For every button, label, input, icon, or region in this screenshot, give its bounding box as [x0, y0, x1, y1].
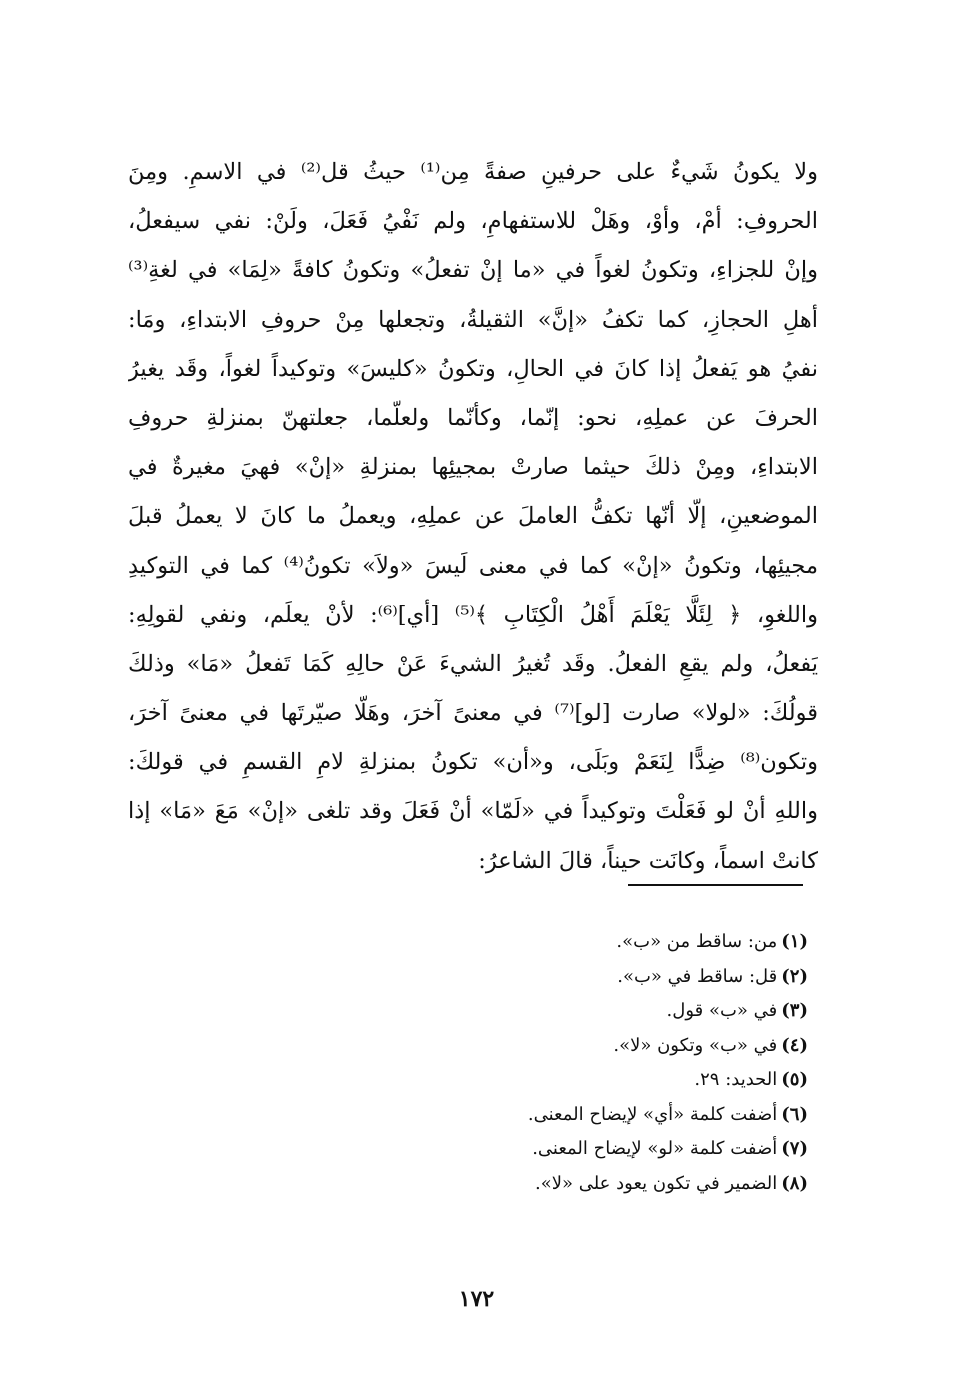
- footnote-number: (٤): [781, 1034, 808, 1056]
- footnotes: [188, 925, 808, 1201]
- footnote-number: (٥): [781, 1069, 808, 1090]
- footnote-number: (٧): [781, 1138, 808, 1159]
- footnote: [188, 1132, 808, 1167]
- footnote-number: (٣): [781, 1000, 808, 1021]
- footnote-number: (٨): [781, 1172, 808, 1194]
- text-line: ولا يكونُ شَيءٌ على حرفينِ صفةً مِن⁽¹⁾ حيثُ قل⁽²⁾ في الاسمِ. ومِنَ: [128, 159, 818, 185]
- footnote-number: (١): [781, 931, 808, 952]
- footnote: [188, 1098, 808, 1133]
- footnote: [188, 1167, 808, 1202]
- text-line: وإنْ للجزاءِ، وتكونُ لغواً في «ما إنْ تفعلُ» وتكونُ كافةً «لِمَا» في لغةِ⁽³⁾: [128, 257, 818, 284]
- text-line: مجيئِها، وتكونُ «إنْ» كما في معنى لَيسَ «ولاَ» تكونُ⁽⁴⁾ كما في التوكيدِ: [128, 552, 818, 579]
- main-text: [128, 148, 818, 886]
- footnote-text: أضفت كلمة «لو» لإيضاح المعنى.: [532, 1138, 778, 1159]
- footnote-text: الضمير في تكون يعود على «لا».: [534, 1172, 778, 1194]
- text-line: واللهِ أنْ لو فَعَلْتَ وتوكيداً في «لَمّا» أنْ فَعَلَ وقد تلغى «إنْ» مَعَ «مَا» إذا: [128, 798, 818, 825]
- footnote-text: قل: ساقط في «ب».: [617, 965, 778, 987]
- text-line: أهلِ الحجازِ، كما تكفُ «إنَّ» الثقيلةُ، وتجعلها مِنْ حروفِ الابتداءِ، ومَا:: [128, 306, 818, 333]
- footnote-number: (٢): [781, 965, 808, 987]
- text-line: واللغوِ، ﴿ لِئَلَّا يَعْلَمَ أَهْلُ الْكِتَابِ ﴾⁽⁵⁾ [أي]⁽⁶⁾: لأنْ يعلَم، ونفي لقولِهِ:: [128, 601, 818, 628]
- footnote-separator: [628, 884, 803, 886]
- text-line: الحروفِ: أمْ، وأوْ، وهَلْ للاستفهامِ، ولم نَفْيُ فَعَلَ، ولَنْ: نفي سيفعلُ،: [128, 208, 818, 235]
- text-line: قولُكَ: «لولا» صارت [لو]⁽⁷⁾ في معنىً آخرَ، وهَلّا صيّرتَها في معنىً آخرَ،: [128, 700, 818, 727]
- text-line: كانتْ اسماً، وكانَت حيناً، قالَ الشاعرُ:: [478, 847, 818, 874]
- footnote-text: في «ب» قول.: [666, 1000, 778, 1021]
- text-line: نفيُ هو يَفعلُ إذا كانَ في الحالِ، وتكونُ «كليسَ» وتوكيداً لغواً، وقَد يغيرُ: [128, 355, 818, 382]
- footnote: [188, 925, 808, 960]
- footnote: [188, 1029, 808, 1064]
- page-number: ١٧٢: [458, 1286, 495, 1312]
- footnote-text: أضفت كلمة «أي» لإيضاح المعنى.: [527, 1103, 778, 1125]
- footnote-text: من: ساقط من «ب».: [616, 931, 778, 952]
- footnote-text: في «ب» وتكون «لا».: [613, 1034, 778, 1056]
- text-line: الحرفَ عن عملِهِ، نحو: إنّما، وكأنّما ولعلّما، جعلتهنّ بمنزلةِ حروفِ: [128, 404, 818, 431]
- text-line: وتكون⁽⁸⁾ ضِدًّا لِنَعَمْ وبَلَى، و«أن» تكونُ بمنزلةِ لامِ القسمِ في قولكَ:: [128, 749, 818, 776]
- text-line: يَفعلُ، ولم يقعِ الفعلُ. وقَد تُغيرُ الشيءَ عَنْ حالِهِ كَمَا تَفعلُ «مَا» وذلكَ: [128, 650, 818, 677]
- footnote: [188, 1063, 808, 1098]
- footnote: [188, 994, 808, 1029]
- text-line: الابتداءِ، ومِنْ ذلكَ حيثما صارتْ بمجيئِها بمنزلةِ «إنْ» فهيَ مغيرةٌ في: [128, 454, 818, 481]
- footnote-text: الحديد: ٢٩.: [694, 1069, 778, 1090]
- footnote: [188, 960, 808, 995]
- text-line: الموضعينِ، إلّا أنّها تكفُّ العاملَ عن عملِهِ، ويعملُ ما كانَ لا يعملُ قبلَ: [128, 503, 818, 530]
- footnote-number: (٦): [781, 1103, 808, 1125]
